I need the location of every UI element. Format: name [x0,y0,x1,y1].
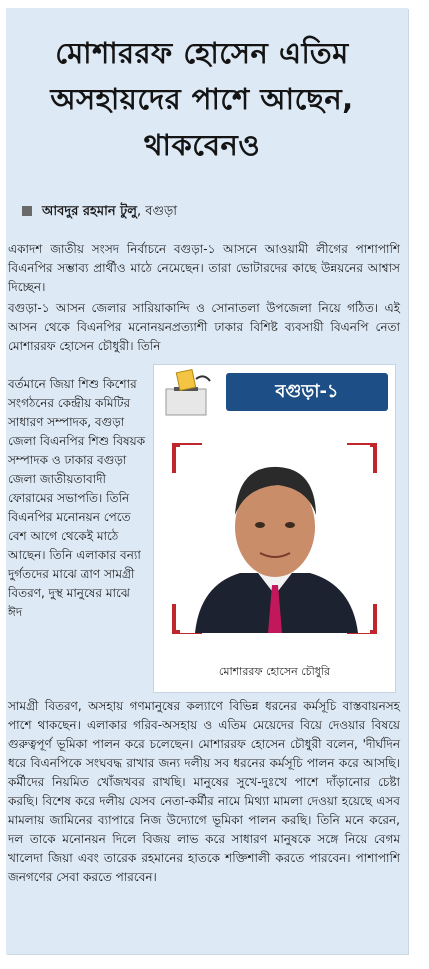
article-body-top [8,240,400,358]
headline: মোশাররফ হোসেন এতিম অসহায়দের পাশে আছেন, থাকবেনও [50,36,354,162]
second-paragraph: বগুড়া-১ আসন জেলার সারিয়াকান্দি ও সোনাতলা উপজেলা নিয়ে গঠিত। এই আসন থেকে বিএনপির মনোনয়নপ্রত্যাশী ঢাকার বিশিষ্ট ব্যবসায়ী বিএনপি নেতা মোশাররফ হোসেন চৌধুরী। তিনি [8,301,400,353]
ballot-box-icon [162,369,222,417]
intro-paragraph: একাদশ জাতীয় সংসদ নির্বাচনে বগুড়া-১ আসনে আওয়ামী লীগের পাশাপাশি বিএনপির সম্ভাব্য প্রার্থীও মাঠে নেমেছেন। তারা ভোটারদের কাছে উন্নয়নের আশ্বাস দিচ্ছেন। [8,242,400,294]
narrow-paragraph: বর্তমানে জিয়া শিশু কিশোর সংগঠনের কেন্দ্রীয় কমিটির সাধারণ সম্পাদক, বগুড়া জেলা বিএনপির শিশু বিষয়ক সম্পাদক ও ঢাকার বগুড়া জেলা জাতীয়তাবাদী ফোরামের সভাপতি। তিনি বিএনপির মনোনয়ন পেতে বেশ আগে থেকেই মাঠে আছেন। তিনি এলাকার বন্যা দুর্গতদের মাঝে ত্রাণ সামগ্রী বিতরণ, দুস্থ মানুষের মাঝে ঈদ [8,377,146,619]
article-narrow-column [8,375,146,622]
byline-author: আবদুর রহমান টুলু [42,204,137,219]
byline-place: , বগুড়া [136,204,178,219]
wide-paragraph: সামগ্রী বিতরণ, অসহায় গণমানুষের কল্যাণে বিভিন্ন ধরনের কর্মসূচি বাস্তবায়নসহ পাশে থাকছেন। এলাকার গরিব-অসহায় ও এতিম মেয়েদের বিয়ে দেওয়ার বিষয়ে গুরুত্বপূর্ণ ভূমিকা পালন করে চলেছেন। মোশাররফ হোসেন চৌধুরী বলেন, 'দীর্ঘদিন ধরে বিএনপিকে সংঘবদ্ধ রাখার জন্য দলীয় সব ধরনের কর্মসূচি পালন করে আসছি। কর্মীদের নিয়মিত খোঁজখবর রাখছি। মানুষের সুখে-দুঃখে পাশে দাঁড়ানোর চেষ্টা করছি। বিশেষ করে দলীয় যেসব নেতা-কর্মীর নামে মিথ্যা মামলা দেওয়া হয়েছে এসব মামলায় জামিনের ব্যাপারে নিজ উদ্যোগে ভূমিকা পালন করছি। তিনি মনে করেন, দল তাকে মনোনয়ন দিলে বিজয় লাভ করে সাধারণ মানুষকে সঙ্গে নিয়ে বেগম খালেদা জিয়া এবং তারেক রহমানের হাতকে শক্তিশালী করতে পারবেন। পাশাপাশি জনগণের সেবা করতে পারবেন। [8,699,400,884]
photo-box [153,364,396,693]
article-body-bottom [8,697,400,887]
byline [22,202,177,223]
portrait-photo [180,445,370,633]
photo-caption: মোশাররফ হোসেন চৌধুরি [218,665,331,678]
region-tag: বগুড়া-১ [226,373,388,411]
bullet-square-icon [22,206,32,216]
